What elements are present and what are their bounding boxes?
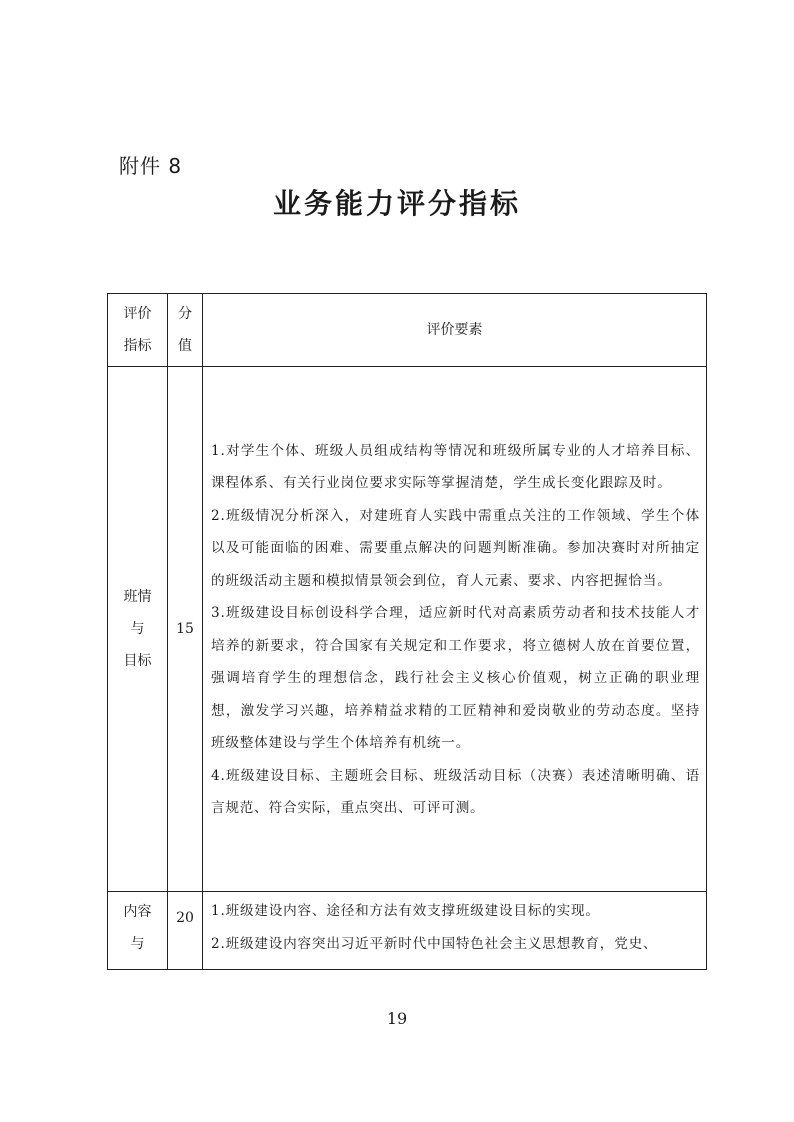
document-title: 业务能力评分指标 [272,187,521,220]
page-number: 19 [386,1009,408,1028]
requirement-item: 1.班级建设内容、途径和方法有效支撑班级建设目标的实现。 [211,903,600,919]
header-score-line1: 分 [178,306,192,322]
requirement-item: 3.班级建设目标创设科学合理，适应新时代对高素质劳动者和技术技能人才培养的新要求，符合国家有关规定和工作要求，将立德树人放在首要位置，强调培育学生的理想信念，践行社会主义核心价值观，树立正确的职业理想，激发学习兴趣，培养精益求精的工匠精神和爱岗敬业的劳动态度。坚持班级整体建设与学生个体培养有机统一。 [211,605,700,751]
indicator-cell [108,367,168,892]
table-row [108,367,707,892]
requirement-item: 2.班级情况分析深入，对建班育人实践中需重点关注的工作领域、学生个体以及可能面临的困难、需要重点解决的问题判断准确。参加决赛时对所抽定的班级活动主题和模拟情景领会到位，育人元素、要求、内容把握恰当。 [211,507,700,589]
header-indicator-line2: 指标 [123,338,152,354]
table-row [108,892,707,970]
requirement-item: 1.对学生个体、班级人员组成结构等情况和班级所属专业的人才培养目标、课程体系、有关行业岗位要求实际等掌握清楚，学生成长变化跟踪及时。 [211,442,700,491]
header-score [168,294,203,367]
header-indicator-line1: 评价 [123,306,152,322]
scoring-table [107,293,707,970]
requirements-cell [203,367,707,892]
table-header-row [108,294,707,367]
requirements-cell [203,892,707,970]
score-cell: 15 [168,367,203,892]
header-elements: 评价要素 [203,294,707,367]
requirement-item: 2.班级建设内容突出习近平新时代中国特色社会主义思想教育，党史、 [211,935,658,952]
indicator-cell [108,892,168,970]
indicator-line: 与 [130,936,145,952]
indicator-line: 内容 [123,904,152,920]
indicator-line: 目标 [123,653,152,669]
indicator-line: 班情 [123,589,152,605]
score-cell: 20 [168,892,203,970]
requirement-item: 4.班级建设目标、主题班会目标、班级活动目标（决赛）表述清晰明确、语言规范、符合实际，重点突出、可评可测。 [211,767,700,816]
indicator-line: 与 [130,621,145,637]
header-indicator [108,294,168,367]
attachment-label: 附件 8 [119,154,183,178]
header-score-line2: 值 [178,338,192,354]
